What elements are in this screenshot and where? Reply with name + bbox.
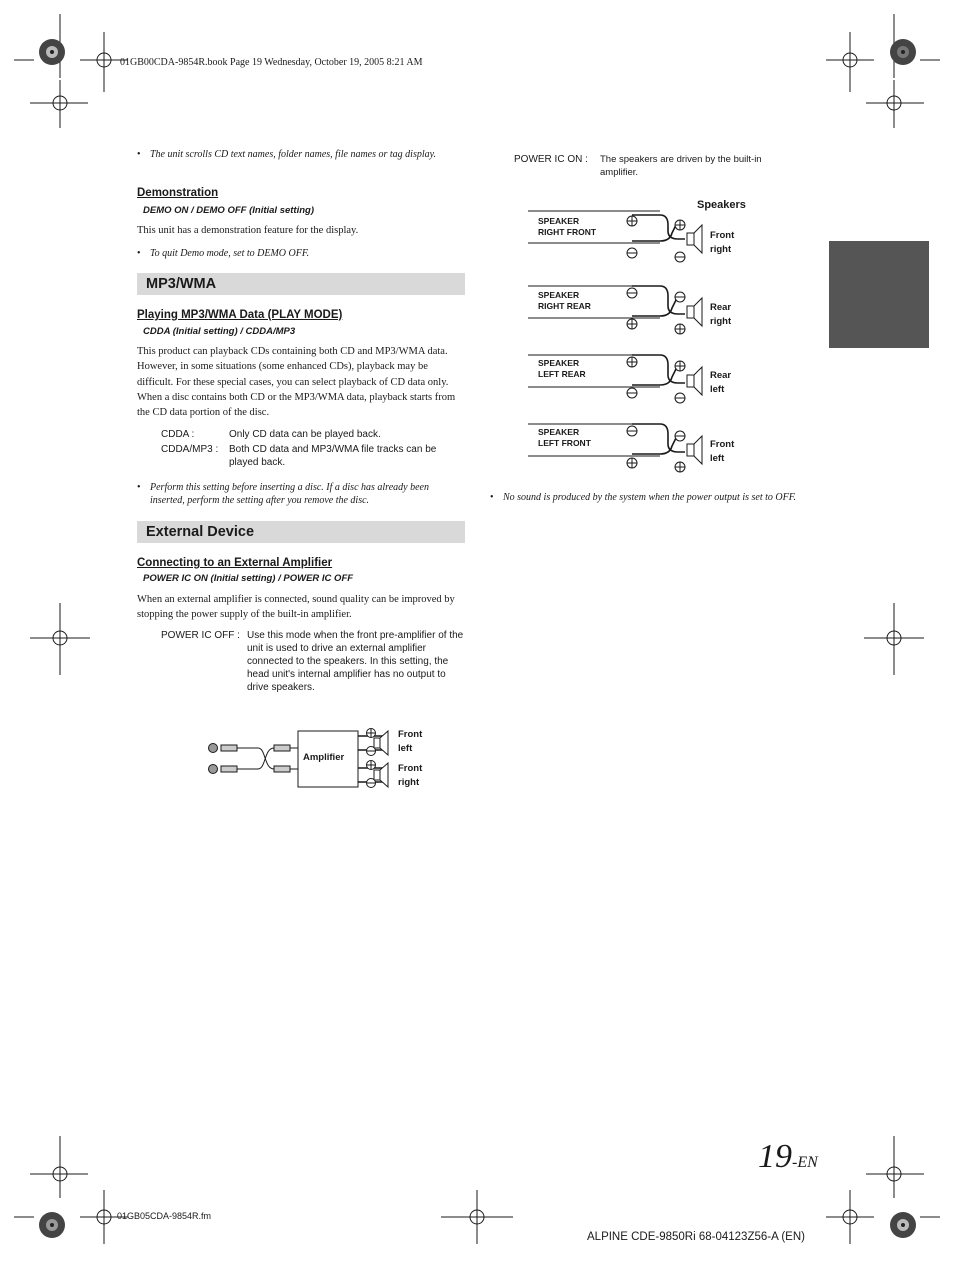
color-target-bottom-right	[890, 1212, 916, 1238]
label-line: left	[710, 453, 725, 464]
label-line: SPEAKER	[538, 290, 580, 300]
plus-icon	[675, 361, 685, 371]
label-line: SPEAKER	[538, 216, 580, 226]
minus-icon	[627, 426, 637, 436]
plus-icon	[627, 319, 637, 329]
minus-icon	[367, 779, 376, 788]
plus-icon	[675, 220, 685, 230]
minus-icon	[675, 393, 685, 403]
label-line: Front	[710, 439, 735, 450]
power-ic-off-term: POWER IC OFF :	[161, 630, 240, 641]
power-ic-on-desc: The speakers are driven by the built-in amplifier.	[600, 154, 762, 178]
minus-icon	[675, 252, 685, 262]
speaker-box-left-rear	[538, 358, 586, 379]
crosshair-mark-bottom-center	[441, 1190, 513, 1244]
rca-plug-icon	[274, 766, 290, 772]
cdda-desc: Only CD data can be played back.	[229, 429, 381, 440]
label-line: SPEAKER	[538, 358, 580, 368]
mp3-options: CDDA (Initial setting) / CDDA/MP3	[143, 326, 296, 337]
demonstration-heading: Demonstration	[137, 187, 219, 199]
external-heading: Connecting to an External Amplifier	[137, 557, 333, 569]
demonstration-bullet	[137, 247, 450, 260]
label-line: SPEAKER	[538, 427, 580, 437]
label-line: RIGHT FRONT	[538, 226, 597, 237]
label-line: Front	[398, 729, 423, 740]
intro-bullet-text: The unit scrolls CD text names, folder names, file names or tag display.	[150, 149, 437, 160]
print-header: 01GB00CDA-9854R.book Page 19 Wednesday, October 19, 2005 8:21 AM	[120, 57, 423, 68]
plus-icon	[627, 216, 637, 226]
external-options: POWER IC ON (Initial setting) / POWER IC OFF	[143, 573, 354, 584]
power-output-bullet-text: No sound is produced by the system when the power output is set to OFF.	[503, 492, 797, 503]
speaker-icon	[687, 225, 702, 253]
minus-icon	[627, 248, 637, 258]
mp3-heading: Playing MP3/WMA Data (PLAY MODE)	[137, 309, 343, 321]
crosshair-mark-top-right	[826, 14, 924, 128]
bullet-dot: •	[137, 149, 141, 160]
footer-file-name: 01GB05CDA-9854R.fm	[117, 1211, 212, 1221]
plus-icon	[675, 462, 685, 472]
rca-socket-icon	[209, 765, 218, 774]
rca-plug-icon	[221, 766, 237, 772]
speaker-box-right-front	[538, 216, 596, 237]
rca-plug-icon	[274, 745, 290, 751]
speakers-heading: Speakers	[697, 199, 746, 211]
bullet-dot: •	[137, 482, 141, 493]
amp-front-right-label	[398, 762, 422, 790]
plus-icon	[627, 357, 637, 367]
minus-icon	[627, 288, 637, 298]
amp-front-left-label	[398, 728, 422, 756]
page-number	[758, 1138, 818, 1176]
bullet-dot: •	[490, 492, 494, 503]
external-section-title: External Device	[137, 521, 465, 543]
plus-icon	[367, 761, 376, 770]
plus-icon	[675, 324, 685, 334]
mp3-bullet	[137, 481, 466, 507]
crosshair-mark-top-left	[30, 14, 128, 128]
mp3-bullet-text: Perform this setting before inserting a disc. If a disc has already been inserted, perform the setting after you remove the disc.	[150, 482, 429, 506]
label-line: Front	[398, 763, 423, 774]
label-line: LEFT REAR	[538, 368, 586, 379]
plus-icon	[367, 729, 376, 738]
page-number-suffix: -EN	[792, 1154, 818, 1171]
speaker-icon	[687, 367, 702, 395]
demonstration-bullet-text: To quit Demo mode, set to DEMO OFF.	[150, 248, 310, 259]
page-number-digits: 19	[758, 1138, 792, 1175]
minus-icon	[675, 292, 685, 302]
amplifier-label: Amplifier	[303, 752, 345, 763]
label-line: LEFT FRONT	[538, 437, 591, 448]
minus-icon	[627, 388, 637, 398]
power-ic-off-desc: Use this mode when the front pre-amplifier of the unit is used to drive an external amplifier connected to the speakers. In this setting, the head unit's internal amplifier has no output to drive speakers.	[247, 630, 464, 693]
chapter-tab	[829, 241, 929, 348]
speaker-icon	[374, 731, 388, 755]
crosshair-mark-mid-left	[30, 603, 90, 675]
speaker-box-left-front	[538, 427, 591, 448]
plus-icon	[627, 458, 637, 468]
rca-socket-icon	[209, 744, 218, 753]
cdda-mp3-desc: Both CD data and MP3/WMA file tracks can be played back.	[229, 444, 437, 468]
footer-model-code: ALPINE CDE-9850Ri 68-04123Z56-A (EN)	[587, 1231, 805, 1243]
bullet-dot: •	[137, 248, 141, 259]
power-output-bullet	[490, 491, 813, 504]
color-target-bottom-left	[39, 1212, 65, 1238]
minus-icon	[367, 747, 376, 756]
speaker-label-front-right	[710, 229, 734, 257]
mp3-section-title: MP3/WMA	[137, 273, 465, 295]
cdda-mp3-term: CDDA/MP3 :	[161, 444, 219, 455]
speaker-label-front-left	[710, 438, 734, 466]
label-line: right	[398, 777, 420, 788]
cdda-term: CDDA :	[161, 429, 195, 440]
external-body: When an external amplifier is connected, sound quality can be improved by stopping the power supply of the built-in amplifier.	[137, 594, 455, 621]
speaker-icon	[687, 436, 702, 464]
label-line: Rear	[710, 302, 732, 313]
rca-plug-icon	[221, 745, 237, 751]
label-line: right	[710, 244, 732, 255]
label-line: Rear	[710, 370, 732, 381]
demonstration-options: DEMO ON / DEMO OFF (Initial setting)	[143, 205, 314, 216]
speaker-box-right-rear	[538, 290, 591, 311]
speaker-label-rear-right	[710, 301, 731, 329]
mp3-body: This product can playback CDs containing both CD and MP3/WMA data. However, in some situations (some enhanced CDs), playback may be difficult. For these special cases, you can select playback of CD data only. When a disc contains both CD or the MP3/WMA data, playback starts from the CD data portion of the disc.	[137, 346, 456, 419]
crosshair-mark-mid-right	[864, 603, 924, 675]
label-line: left	[398, 743, 413, 754]
label-line: Front	[710, 230, 735, 241]
demonstration-body: This unit has a demonstration feature for the display.	[137, 225, 359, 236]
label-line: left	[710, 384, 725, 395]
speaker-icon	[687, 298, 702, 326]
label-line: RIGHT REAR	[538, 300, 591, 311]
intro-bullet	[137, 148, 450, 161]
minus-icon	[675, 431, 685, 441]
label-line: right	[710, 316, 732, 327]
speaker-label-rear-left	[710, 369, 731, 397]
power-ic-on-term: POWER IC ON :	[514, 154, 588, 165]
color-target-top-right	[890, 39, 916, 65]
color-target-top-left	[39, 39, 65, 65]
speaker-icon	[374, 763, 388, 787]
